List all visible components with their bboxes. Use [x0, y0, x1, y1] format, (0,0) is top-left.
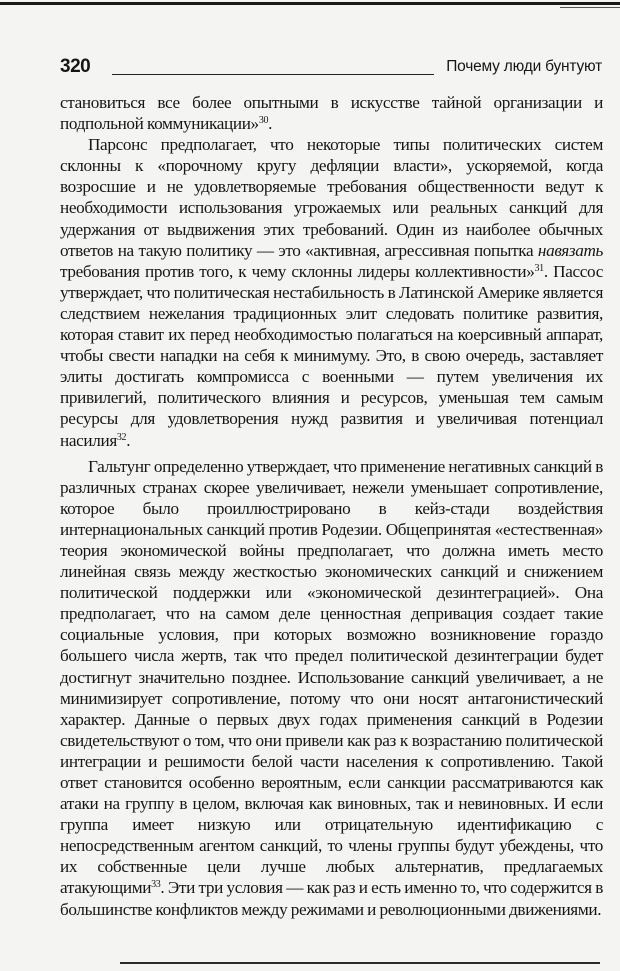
- page-number: 320: [60, 56, 91, 77]
- paragraph-continuation: [60, 92, 603, 134]
- running-title: Почему люди бунтуют: [446, 58, 602, 75]
- top-border-thin-rule: [560, 7, 620, 8]
- paragraph-text: .: [268, 114, 273, 134]
- paragraph-text: требования против того, к чему склонны лидеры коллективности»: [60, 261, 535, 281]
- header-rule: [112, 74, 434, 75]
- paragraph-text: . Пассос утверждает, что политическая нестабильность в Латинской Америке является следствием нежелания традиционных элит следовать политике развития, которая ставит их перед необходимостью полагаться на коерсивный аппарат, чтобы свести нападки на себя к минимуму. Это, в свою очередь, заставляет элиты достигать компромисса с военными — путем увеличения их привилегий, политического влияния и ресурсов, уменьшая тем самым ресурсы для удовлетворения нужд развития и увеличивая потенциал насилия: [60, 261, 603, 450]
- footnote-ref: 33: [151, 879, 161, 891]
- page-header: [60, 56, 602, 82]
- bottom-rule: [120, 962, 600, 964]
- paragraph-text: . Эти три условия — как раз и есть именно то, что содержится в большинстве конфликтов между режимами и революционными движениями.: [60, 878, 603, 919]
- footnote-ref: 32: [116, 431, 127, 443]
- body-text: [60, 92, 603, 920]
- paragraph-galtung: [60, 456, 603, 920]
- paragraph-text: .: [126, 430, 131, 450]
- paragraph-parsons: [60, 134, 603, 450]
- emphasis-text: навязать: [537, 240, 603, 260]
- footnote-ref: 30: [258, 115, 269, 127]
- footnote-ref: 31: [534, 262, 544, 274]
- top-border-rule: [0, 2, 620, 5]
- paragraph-text: становиться все более опытными в искусстве тайной организации и подпольной коммуникации»: [60, 93, 603, 134]
- paragraph-text: Гальтунг определенно утверждает, что применение негативных санкций в различных странах скорее увеличивает, нежели уменьшает сопротивление, которое было проиллюстрировано в кейз-стади воздействия интернациональных санкций против Родезии. Общепринятая «естественная» теория экономической войны предполагает, что должна иметь место линейная связь между жесткостью экономических санкций и снижением политической поддержки или «экономической дезинтеграцией». Она предполагает, что на самом деле ценностная депривация создает такие социальные условия, при которых возможно возникновение гораздо большего числа жертв, так что предел политической дезинтеграции будет достигнут значительно позднее. Использование санкций увеличивает, а не минимизирует сопротивление, потому что они носят антагонистический характер. Данные о первых двух годах применения санкций в Родезии свидетельствуют о том, что они привели как раз к возрастанию политической интеграции и решимости белой части населения к сопротивлению. Такой ответ становится особенно вероятным, если санкции рассматриваются как атаки на группу в целом, включая как виновных, так и невиновных. И если группа имеет низкую или отрицательную идентификацию с непосредственным агентом санкций, то члены группы будут убеждены, что их собственные цели лучше любых альтернатив, предлагаемых атакующими: [60, 456, 603, 898]
- paragraph-text: Парсонс предполагает, что некоторые типы политических систем склонны к «порочному кругу дефляции власти», ускоряемой, когда возросшие и не удовлетворяемые требования общественности ведут к необходимости использования угрожаемых или реальных санкций для удержания от выдвижения этих требований. Один из наиболее обычных ответов на такую политику — это «активная, агрессивная попытка: [60, 135, 603, 260]
